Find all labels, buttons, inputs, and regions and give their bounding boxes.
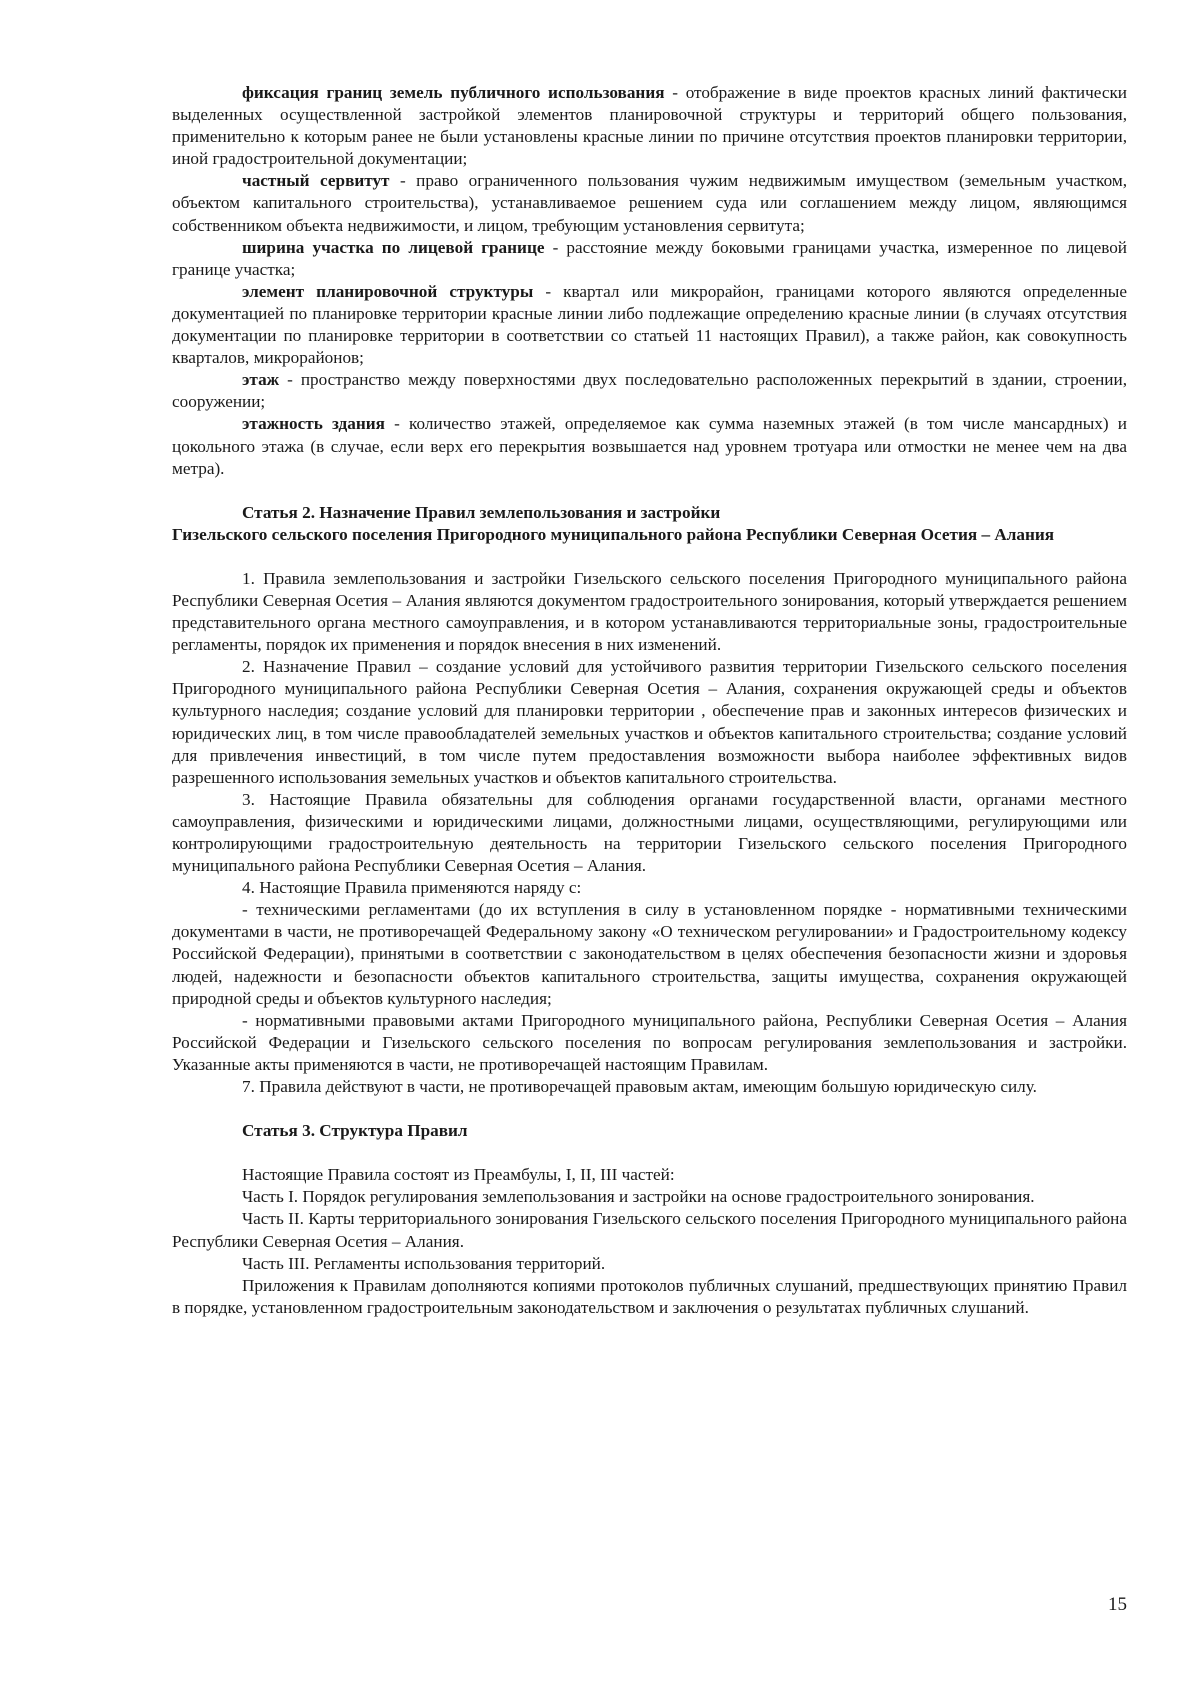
article-2-paragraph: 3. Настоящие Правила обязательны для соблюдения органами государственной власти, органами местного самоуправления, физическими и юридическими лицами, должностными лицами, осуществляющими, регулирующими или контролирующими градостроительную деятельность на территории Гизельского сельского поселения Пригородного муниципального района Республики Северная Осетия – Алания. <box>172 789 1127 876</box>
definition-text: - отображение в виде проектов красных линий фактически выделенных осуществленной застройкой элементов планировочной структуры и территорий общего пользования, применительно к которым ранее не были установлены красные линии по причине отсутствия проектов планировки территории, иной градостроительной документации; <box>172 83 1127 169</box>
article-2-paragraph: - техническими регламентами (до их вступления в силу в установленном порядке - нормативными техническими документами в части, не противоречащей Федеральному закону «О техническом регулировании» и Градостроительному кодексу Российской Федерации), принятыми в соответствии с законодательством в целях обеспечения безопасности жизни и здоровья людей, надежности и безопасности объектов капитального строительства, защиты имущества, сохранения окружающей природной среды и объектов культурного наследия; <box>172 900 1127 1008</box>
definition-paragraph <box>172 413 1127 479</box>
definition-term: ширина участка по лицевой границе <box>242 237 545 257</box>
article-3-paragraph: Часть III. Регламенты использования территорий. <box>242 1253 606 1273</box>
definition-term: фиксация границ земель публичного использования <box>242 83 665 102</box>
definition-text: - количество этажей, определяемое как сумма наземных этажей (в том числе мансардных) и цокольного этажа (в случае, если верх его перекрытия возвышается над уровнем тротуара или отмостки не менее чем на два метра). <box>172 414 1127 478</box>
definition-paragraph <box>172 237 1127 281</box>
definition-text: - квартал или микрорайон, границами которого являются определенные документацией по планировке территории красные линии либо подлежащие определению красные линии (в случаях отсутствия документации по планировке территории в соответствии со статьей 11 настоящих Правил), а также район, как совокупность кварталов, микрорайонов; <box>172 281 1127 368</box>
definition-paragraph <box>172 82 1127 170</box>
definition-term: элемент планировочной структуры <box>242 281 534 301</box>
definition-term: этажность здания <box>242 414 385 434</box>
definition-text: - пространство между поверхностями двух последовательно расположенных перекрытий в здании, строении, сооружении; <box>172 370 1127 412</box>
article-2-paragraph: - нормативными правовыми актами Пригородного муниципального района, Республики Северная Осетия – Алания Российской Федерации и Гизельского сельского поселения по вопросам регулирования землепользования и застройки. Указанные акты применяются в части, не противоречащей настоящим Правилам. <box>172 1010 1127 1074</box>
definition-text: - расстояние между боковыми границами участка, измеренное по лицевой границе участка; <box>172 237 1128 279</box>
article-2-heading <box>172 502 1127 546</box>
page-number: 15 <box>1108 1594 1127 1615</box>
definition-term: частный сервитут <box>242 171 390 191</box>
article-3-heading: Статья 3. Структура Правил <box>242 1121 468 1141</box>
definition-paragraph <box>172 369 1127 413</box>
article-3-paragraph: Часть II. Карты территориального зонирования Гизельского сельского поселения Пригородного муниципального района Республики Северная Осетия – Алания. <box>172 1209 1127 1251</box>
article-3-paragraph: Приложения к Правилам дополняются копиями протоколов публичных слушаний, предшествующих принятию Правил в порядке, установленном градостроительным законодательством и заключения о результатах публичных слушаний. <box>172 1275 1127 1317</box>
article-2-paragraph: 2. Назначение Правил – создание условий для устойчивого развития территории Гизельского сельского поселения Пригородного муниципального района Республики Северная Осетия – Алания, сохранения окружающей среды и объектов культурного наследия; создание условий для планировки территории , обеспечение прав и законных интересов физических и юридических лиц, в том числе правообладателей земельных участков и объектов капитального строительства; создание условий для привлечения инвестиций, в том числе путем предоставления возможности выбора наиболее эффективных видов разрешенного использования земельных участков и объектов капитального строительства. <box>172 657 1127 787</box>
article-3-paragraph: Настоящие Правила состоят из Преамбулы, I, II, III частей: <box>242 1165 675 1185</box>
article-2-heading-line-2: Гизельского сельского поселения Пригородного муниципального района Республики Северная Осетия – Алания <box>172 524 1055 544</box>
article-3-paragraph: Часть I. Порядок регулирования землепользования и застройки на основе градостроительного зонирования. <box>242 1187 1035 1207</box>
article-2-paragraph: 7. Правила действуют в части, не противоречащей правовым актам, имеющим большую юридическую силу. <box>242 1077 1037 1097</box>
definition-text: - право ограниченного пользования чужим недвижимым имуществом (земельным участком, объектом капитального строительства), устанавливаемое решением суда или соглашением между лицом, являющимся собственником объекта недвижимости, и лицом, требующим установления сервитута; <box>172 171 1128 235</box>
definition-term: этаж <box>242 370 280 390</box>
article-2-paragraph: 4. Настоящие Правила применяются наряду с: <box>242 878 582 898</box>
definition-paragraph <box>172 170 1127 236</box>
article-2-paragraph: 1. Правила землепользования и застройки Гизельского сельского поселения Пригородного муниципального района Республики Северная Осетия – Алания являются документом градостроительного зонирования, который утверждается решением представительного органа местного самоуправления, и в котором устанавливаются территориальные зоны, градостроительные регламенты, порядок их применения и порядок внесения в них изменений. <box>172 568 1127 655</box>
article-2-heading-line-1: Статья 2. Назначение Правил землепользования и застройки <box>242 502 721 522</box>
definition-paragraph <box>172 281 1127 369</box>
